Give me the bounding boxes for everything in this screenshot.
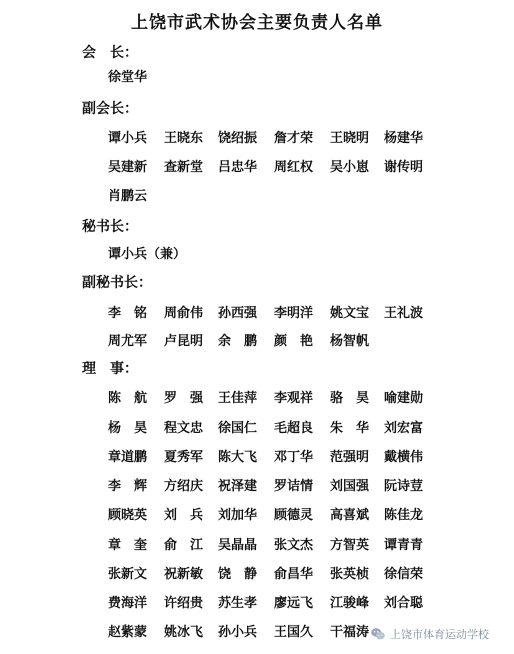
person-name: 张文杰 xyxy=(274,538,314,553)
watermark xyxy=(370,624,512,644)
person-name: 李明洋 xyxy=(274,306,314,321)
person-name: 江骏峰 xyxy=(330,596,370,611)
page-title: 上饶市武术协会主要负责人名单 xyxy=(131,13,383,33)
person-name: 吴建新 xyxy=(108,160,148,175)
person-name: 张英桢 xyxy=(330,567,370,582)
person-name: 廖远飞 xyxy=(274,596,314,611)
wechat-icon xyxy=(370,626,386,642)
section-label-secretary-general: 秘书长： xyxy=(82,219,138,235)
person-name: 孙西强 xyxy=(218,306,258,321)
person-name: 夏秀军 xyxy=(164,450,204,465)
person-name: 许绍贵 xyxy=(164,596,204,611)
person-name: 肖鹏云 xyxy=(108,189,148,204)
name-row xyxy=(0,156,514,176)
person-name: 徐堂华 xyxy=(108,70,148,85)
person-name: 饶绍振 xyxy=(218,131,258,146)
person-name: 余 鹏 xyxy=(218,334,258,349)
person-name: 吴小崽 xyxy=(330,160,370,175)
person-name: 李 铭 xyxy=(108,306,148,321)
person-name: 颜 艳 xyxy=(274,334,314,349)
person-name: 卢昆明 xyxy=(164,334,204,349)
name-row xyxy=(0,534,514,554)
person-name: 杨 昊 xyxy=(108,421,148,436)
person-name: 朱 华 xyxy=(330,421,370,436)
person-name: 俞 江 xyxy=(164,538,204,553)
person-name: 顾德灵 xyxy=(274,508,314,523)
person-name: 罗诘情 xyxy=(274,479,314,494)
person-name: 姚冰飞 xyxy=(164,625,204,640)
person-name: 李 辉 xyxy=(108,479,148,494)
person-name: 杨智帆 xyxy=(330,334,370,349)
person-name: 邓丁华 xyxy=(274,450,314,465)
name-row xyxy=(0,417,514,437)
person-name: 刘国强 xyxy=(330,479,370,494)
person-name: 杨建华 xyxy=(384,131,424,146)
person-name: 王佳萍 xyxy=(218,391,258,406)
person-name: 查新堂 xyxy=(164,160,204,175)
person-name: 谭青青 xyxy=(384,538,424,553)
section-label-directors: 理 事： xyxy=(82,361,138,377)
person-name: 饶 静 xyxy=(218,567,258,582)
name-row xyxy=(0,475,514,495)
person-name: 王礼波 xyxy=(384,306,424,321)
name-row xyxy=(0,504,514,524)
person-name: 顾晓英 xyxy=(108,508,148,523)
person-name: 刘合聪 xyxy=(384,596,424,611)
person-name: 章道鹏 xyxy=(108,450,148,465)
section-label-vice-president: 副会长： xyxy=(82,101,138,117)
person-name: 刘 兵 xyxy=(164,508,204,523)
name-row xyxy=(0,387,514,407)
person-name: 徐国仁 xyxy=(218,421,258,436)
person-name: 张新文 xyxy=(108,567,148,582)
person-name: 范强明 xyxy=(330,450,370,465)
person-name: 苏生孝 xyxy=(218,596,258,611)
person-name: 高喜斌 xyxy=(330,508,370,523)
person-name: 喻建勋 xyxy=(384,391,424,406)
person-name: 刘宏富 xyxy=(384,421,424,436)
person-name: 章 奎 xyxy=(108,538,148,553)
person-name: 陈大飞 xyxy=(218,450,258,465)
name-row xyxy=(0,127,514,147)
person-name: 骆 昊 xyxy=(330,391,370,406)
person-name: 吕忠华 xyxy=(218,160,258,175)
person-name: 刘加华 xyxy=(218,508,258,523)
person-name: 姚文宝 xyxy=(330,306,370,321)
person-name: 周红权 xyxy=(274,160,314,175)
name-row xyxy=(0,302,514,322)
person-name: 詹才荣 xyxy=(274,131,314,146)
person-name: 方智英 xyxy=(330,538,370,553)
name-row xyxy=(0,66,514,86)
name-row xyxy=(0,563,514,583)
watermark-text: 上饶市体育运动学校 xyxy=(390,628,489,641)
person-name: 谭小兵（兼） xyxy=(108,247,187,262)
name-row xyxy=(0,243,514,263)
person-name: 祝新敏 xyxy=(164,567,204,582)
person-name: 王晓东 xyxy=(164,131,204,146)
person-name: 毛超良 xyxy=(274,421,314,436)
person-name: 陈佳龙 xyxy=(384,508,424,523)
person-name: 周俞伟 xyxy=(164,306,204,321)
person-name: 罗 强 xyxy=(164,391,204,406)
person-name: 孙小兵 xyxy=(218,625,258,640)
name-row xyxy=(0,330,514,350)
person-name: 方绍庆 xyxy=(164,479,204,494)
name-row xyxy=(0,592,514,612)
person-name: 谭小兵 xyxy=(108,131,148,146)
person-name: 俞昌华 xyxy=(274,567,314,582)
person-name: 谢传明 xyxy=(384,160,424,175)
section-label-president: 会 长： xyxy=(82,45,138,61)
person-name: 李观祥 xyxy=(274,391,314,406)
person-name: 干福涛 xyxy=(330,625,370,640)
person-name: 阮诗荳 xyxy=(384,479,424,494)
person-name: 祝泽建 xyxy=(218,479,258,494)
person-name: 费海洋 xyxy=(108,596,148,611)
person-name: 陈 航 xyxy=(108,391,148,406)
person-name: 周尤军 xyxy=(108,334,148,349)
person-name: 赵紫蒙 xyxy=(108,625,148,640)
person-name: 吴晶晶 xyxy=(218,538,258,553)
person-name: 戴横伟 xyxy=(384,450,424,465)
person-name: 王国久 xyxy=(274,625,314,640)
section-label-deputy-secretary-general: 副秘书长： xyxy=(82,275,152,291)
person-name: 程文忠 xyxy=(164,421,204,436)
name-row xyxy=(0,446,514,466)
person-name: 王晓明 xyxy=(330,131,370,146)
name-row xyxy=(0,185,514,205)
person-name: 徐信荣 xyxy=(384,567,424,582)
